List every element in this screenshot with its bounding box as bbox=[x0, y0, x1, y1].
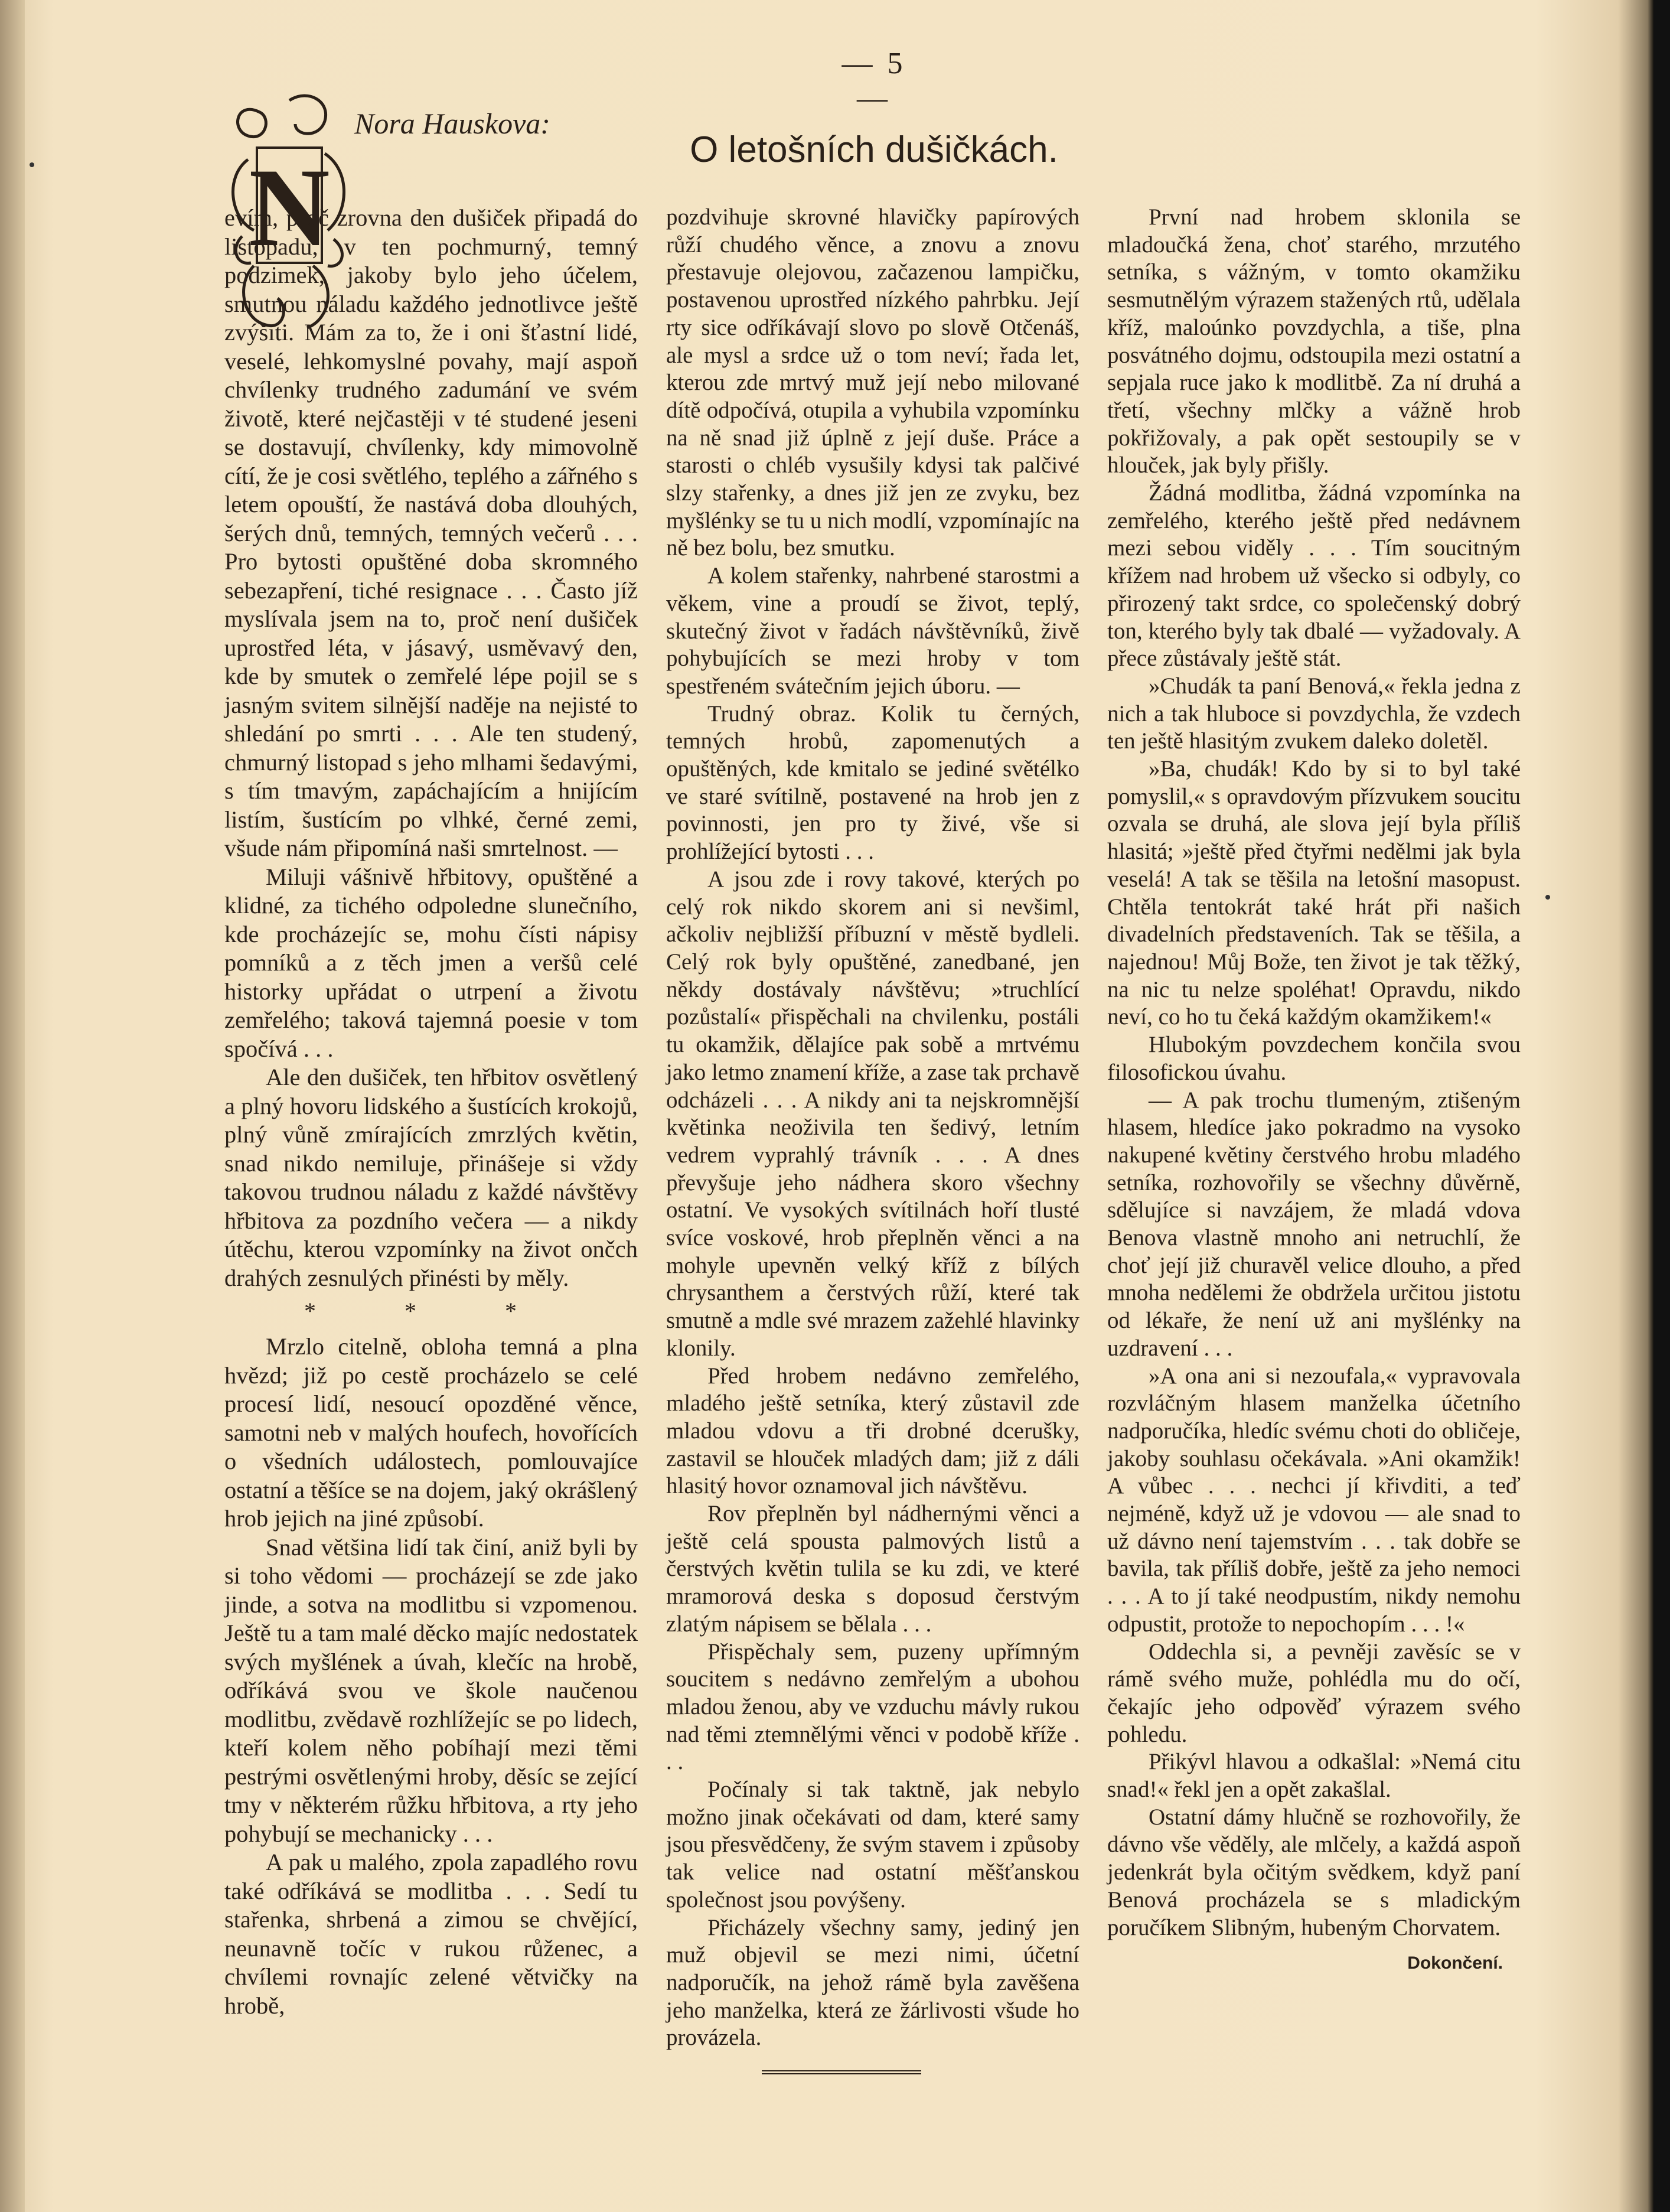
paragraph: »Ba, chudák! Kdo by si to byl také pomyslil,« s opravdovým přízvukem soucitu ozvala se druhá, ale slova její byla příliš hlasitá; »ještě před čtyřmi nedělmi jak byla veselá! A tak se těšila na letošní masopust. Chtěla tentokrát také hrát při našich divadelních představeních. Tak se těšila, a najednou! Můj Bože, ten život je tak těžký, na nic tu nelze spoléhat! Opravdu, nikdo neví, co ho tu čeká každým okamžikem!« bbox=[1107, 756, 1521, 1030]
paragraph: A pak u malého, zpola zapadlého rovu také odříkává se modlitba . . . Sedí tu stařenka, shrbená a zimou se chvějící, neunavně točíc v rukou růženec, a chvílemi rovnajíc zelené větvičky na hrobě, bbox=[224, 1849, 638, 2019]
section-break-stars: * * * bbox=[304, 1298, 558, 1324]
paragraph: Ostatní dámy hlučně se rozhovořily, že dávno vše věděly, ale mlčely, a každá aspoň jedenkrát byla očitým svědkem, když paní Benová procházela se s mladickým poručíkem Slibným, hubeným Chorvatem. bbox=[1107, 1804, 1521, 1940]
paragraph: evím, proč zrovna den dušiček připadá do listopadu, v ten pochmurný, temný podzimek, jakoby bylo jeho účelem, smutnou náladu každého jednotlivce ještě zvýšiti. Mám za to, že i oni šťastní lidé, veselé, lehkomyslné povahy, mají aspoň chvílenky trudného zadumání ve svém životě, které nejčastěji v té studené jeseni se dostavují, chvílenky, kdy mimovolně cítí, že je cosi světlého, teplého a zářného s letem opouští, že nastává doba dlouhých, šerých dnů, temných, temných večerů . . . Pro bytosti opuštěné doba skromného sebezapření, tiché resignace . . . Často jíž myslívala jsem na to, proč není dušiček uprostřed léta, v jásavý, usměvavý den, kde by smutek o zemřelé lépe pojil se s jasným svitem silnější naděje na nejisté to shledání po smrti . . . Ale ten studený, chmurný listopad s jeho mlhami šedavými, s tím tmavým, zapáchajícím a hnijícím listím, šustícím po vlhké, černé zemi, všude nám připomíná naši smrtelnost. — bbox=[224, 204, 638, 861]
paragraph: — A pak trochu tlumeným, ztišeným hlasem, hledíce jako pokradmo na vysoko nakupené květiny čerstvého hrobu mladého setníka, rozhovořily se všechny důvěrně, sdělujíce si navzájem, že mladá vdova Benova vlastně mnoho ani netruchlí, že choť její již churavěl velice dlouho, a před mnoha nedělemi že obdržela určitou jistotu od lékaře, že není už ani myšlénky na uzdravení . . . bbox=[1107, 1087, 1521, 1361]
paragraph: První nad hrobem sklonila se mladoučká žena, choť starého, mrzutého setníka, s vážným, v tomto okamžiku sesmutnělým výrazem stažených rtů, udělala kříž, maloúnko povzdychla, a tiše, plna posvátného dojmu, odstoupila mezi ostatní a sepjala ruce jako k modlitbě. Za ní druhá a třetí, všechny mlčky a vážně hrob pokřižovaly, a pak opět sestoupily se v hlouček, jak byly přišly. bbox=[1107, 204, 1521, 478]
paragraph: Trudný obraz. Kolik tu černých, temných hrobů, zapomenutých a opuštěných, kde kmitalo se jediné světélko ve staré svítilně, postavené na hrob jen z povinnosti, jen pro ty živé, vše si prohlížející bytosti . . . bbox=[666, 701, 1079, 865]
author-name: Nora Hauskova: bbox=[354, 107, 550, 140]
paragraph: Před hrobem nedávno zemřelého, mladého ještě setníka, který zůstavil zde mladou vdovu a tři drobné dcerušky, zastavil se hlouček mladých dam; již z dáli hlasitý hovor oznamoval jich návštěvu. bbox=[666, 1363, 1079, 1499]
paragraph: Přikývl hlavou a odkašlal: »Nemá citu snad!« řekl jen a opět zakašlal. bbox=[1107, 1749, 1521, 1803]
paragraph: pozdvihuje skrovné hlavičky papírových růží chudého věnce, a znovu a znovu přestavuje olejovou, začazenou lampičku, postavenou uprostřed nízkého pahrbku. Její rty sice odříkávají slovo po slově Otčenáš, ale mysl a srdce už o tom neví; řada let, kterou zde mrtvý muž její nebo milované dítě odpočívá, otupila a vyhubila vzpomínku na ně snad již úplně z její duše. Práce a starosti o chléb vysušily kdysi tak palčivé slzy stařenky, a dnes již jen ze zvyku, bez myšlénky se tu u nich modlí, vzpomínajíc na ně bez bolu, bez smutku. bbox=[666, 204, 1079, 561]
paragraph: Snad většina lidí tak činí, aniž byli by si toho vědomi — procházejí se zde jako jinde, a sotva na modlitbu si vzpomenou. Ještě tu a tam malé děcko majíc nedostatek svých myšlének a úvah, klečíc na hrobě, odříkává svou ve škole naučenou modlitbu, zvědavě rozhlížejíc se po lidech, kteří kolem něho pobíhají mezi těmi pestrými osvětlenými hroby, děsíc se zející tmy v některém růžku hřbitova, a rty jeho pohybují se mechanicky . . . bbox=[224, 1533, 638, 1847]
paragraph: Ale den dušiček, ten hřbitov osvětlený a plný hovoru lidského a šustících krokojů, plný vůně zmírajících zmrzlých květin, snad nikdo nemiluje, přinášeje si vždy takovou trudnou náladu z každé návštěvy hřbitova za pozdního večera — a nikdy útěchu, kterou vzpomínky na život ončch drahých zesnulých přinésti by měly. bbox=[224, 1064, 638, 1291]
initial-spacer bbox=[218, 0, 354, 177]
closing-rule bbox=[762, 2070, 921, 2074]
paragraph: Žádná modlitba, žádná vzpomínka na zemřelého, kterého ještě před nedávnem mezi sebou viděly . . . Tím soucitným křížem nad hrobem už všecko si odbyly, co přirozený takt srdce, co společenský dobrý ton, kterého byly tak dbalé — vyžadovaly. A přece zůstávaly ještě stát. bbox=[1107, 480, 1521, 672]
paragraph: A jsou zde i rovy takové, kterých po celý rok nikdo skorem ani si nevšiml, ačkoliv nejbližší příbuzní v městě bydleli. Celý rok byly opuštěné, zanedbané, jen někdy dostávaly návštěvu; »truchlící pozůstalí« přispěchali na chvilenku, postáli tu okamžik, dělajíce pak sobě a mrtvému jako letmo znamení kříže, a zase tak prchavě odcházeli . . . A nikdy ani ta nejskromnější květinka neoživila ten šedivý, letním vedrem vyprahlý trávník . . . A dnes převyšuje jeho nádhera skoro všechny ostatní. Ve vysokých svítilnách hoří tlusté svíce voskové, hrob přeplněn věnci a na mohyle upevněn velký kříž z bílých chrysanthem a čerstvých růží, které tak smutně a mdle své mrazem zažehlé hlavinky klonily. bbox=[666, 866, 1079, 1361]
left-page-edge bbox=[0, 0, 25, 2212]
paragraph: »Chudák ta paní Benová,« řekla jedna z nich a tak hluboce si povzdychla, že vzdech ten ještě hlasitým zvukem daleko doletěl. bbox=[1107, 673, 1521, 754]
column-3 bbox=[1107, 204, 1521, 1978]
paragraph: Hlubokým povzdechem končila svou filosofickou úvahu. bbox=[1107, 1032, 1521, 1085]
paragraph: Rov přeplněn byl nádhernými věnci a ještě celá spousta palmových listů a čerstvých květin tulila se ku zdi, ve které mramorová deska s doposud čerstvým zlatým nápisem se bělala . . . bbox=[666, 1501, 1079, 1637]
paragraph: Počínaly si tak taktně, jak nebylo možno jinak očekávati od dam, které samy jsou přesvědčeny, že svým stavem i způsoby tak velice nad ostatní měšťanskou společnost jsou povýšeny. bbox=[666, 1777, 1079, 1913]
paragraph: A kolem stařenky, nahrbené starostmi a věkem, vine a proudí se život, teplý, skutečný život v řadách návštěvníků, živě pohybujících se mezi hroby v tom spestřeném svátečním jejich úboru. — bbox=[666, 563, 1079, 699]
svg-text:N: N bbox=[249, 146, 330, 270]
paragraph: Miluji vášnivě hřbitovy, opuštěné a klidné, za tichého odpoledne slunečního, kde procházejíc se, mohu čísti nápisy pomníků a z těch jmen a veršů celé historky upřádat o utrpení a životu zemřelého; taková tajemná poesie v tom spočívá . . . bbox=[224, 863, 638, 1062]
paragraph: Přicházely všechny samy, jediný jen muž objevil se mezi nimi, účetní nadporučík, na jehož rámě byla zavěšena jeho manželka, která ze žárlivosti všude ho provázela. bbox=[666, 1914, 1079, 2051]
paragraph: Oddechla si, a pevněji zavěsíc se v rámě svého muže, pohlédla mu do očí, čekajíc jeho odpověď výrazem svého pohledu. bbox=[1107, 1638, 1521, 1747]
column-2 bbox=[666, 204, 1079, 2052]
paper-speck bbox=[30, 162, 34, 167]
paragraph: »A ona ani si nezoufala,« vypravovala rozvláčným hlasem manželka účetního nadporučíka, hledíc svému choti do obličeje, jakoby souhlasu očekávala. »Ani okamžik! A vůbec . . . nechci jí křivditi, a teď nejméně, když už je vdovou — ale snad to už dávno není tajemstvím . . . tak dobře se bavila, tak příliš dobře, ještě za jeho nemoci . . . A to jí také neodpustím, nikdy nemohu odpustit, protože to nepochopím . . . !« bbox=[1107, 1363, 1521, 1637]
article-title: O letošních dušičkách. bbox=[690, 129, 1058, 170]
column-1 bbox=[224, 204, 638, 2020]
paragraph: Přispěchaly sem, puzeny upřímným soucitem s nedávno zemřelým a ubohou mladou ženou, aby ve vzduchu mávly rukou nad těmi ztemnělými věnci v podobě kříže . . . bbox=[666, 1638, 1079, 1775]
page-number: — 5 — bbox=[841, 47, 906, 115]
paragraph: Mrzlo citelně, obloha temná a plna hvězd; již po cestě procházelo se celé procesí lidí, nesoucí opozděné věnce, samotni neb v malých houfech, hovořících o všedních událostech, pomlouvajíce ostatní a těšíce se na dojem, jaký okrášlený hrob jejich na jiné způsobí. bbox=[224, 1333, 638, 1532]
continuation-note: Dokončení. bbox=[1407, 1953, 1503, 1973]
binding-edge bbox=[1653, 0, 1670, 2212]
paper-speck bbox=[1545, 895, 1550, 900]
